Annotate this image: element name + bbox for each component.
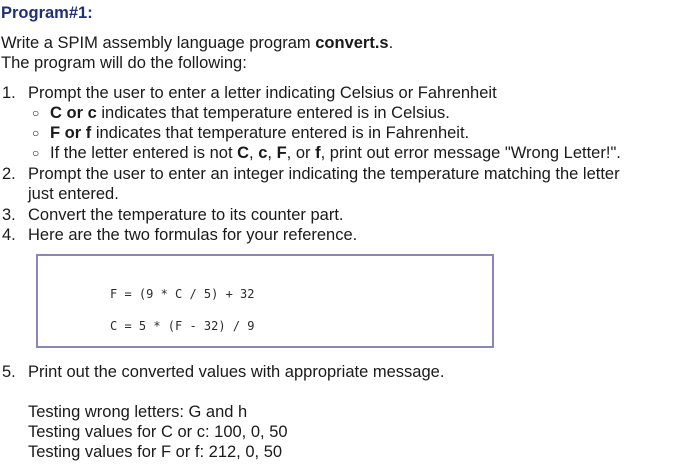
bullet-text: indicates that temperature entered is in Fahrenheit.	[91, 124, 470, 142]
bullet-bold: C or c	[50, 104, 97, 122]
formula-fahrenheit: F = (9 * C / 5) + 32	[110, 287, 255, 301]
letter-c-lower: c	[258, 144, 268, 162]
bullet-text: If the letter entered is not	[50, 144, 238, 162]
bullet-2	[32, 123, 469, 143]
separator: ,	[267, 144, 277, 162]
formula-box	[36, 254, 494, 348]
step-number: 1.	[2, 84, 16, 102]
testing-wrong-letters: Testing wrong letters: G and h	[28, 403, 248, 421]
step-2-continued: just entered.	[28, 185, 119, 203]
bullet-1	[32, 103, 450, 123]
letter-f-upper: F	[276, 144, 287, 162]
step-2	[2, 164, 620, 184]
step-text: Prompt the user to enter an integer indicating the temperature matching the letter	[28, 165, 620, 183]
bullet-3	[32, 143, 621, 163]
intro-text: Write a SPIM assembly language program	[1, 34, 316, 52]
circle-bullet-icon: ○	[32, 106, 40, 120]
separator: , or	[286, 144, 316, 162]
bullet-text: indicates that temperature entered is in Celsius.	[96, 104, 450, 122]
formula-celsius: C = 5 * (F - 32) / 9	[110, 319, 255, 333]
step-text: Prompt the user to enter a letter indicating Celsius or Fahrenheit	[28, 84, 497, 102]
step-number: 5.	[2, 363, 16, 381]
letter-c-upper: C	[237, 144, 250, 162]
program-title: Program#1:	[1, 4, 93, 22]
testing-fahrenheit-values: Testing values for F or f: 212, 0, 50	[28, 443, 283, 461]
step-number: 3.	[2, 206, 16, 224]
step-5	[2, 362, 444, 382]
intro-line-2: The program will do the following:	[1, 54, 247, 72]
intro-period: .	[388, 34, 394, 52]
separator: ,	[249, 144, 259, 162]
letter-f-lower: f	[315, 144, 321, 162]
step-4	[2, 225, 357, 245]
testing-celsius-values: Testing values for C or c: 100, 0, 50	[28, 423, 288, 441]
step-text: Print out the converted values with appropriate message.	[28, 363, 445, 381]
circle-bullet-icon: ○	[32, 146, 40, 160]
circle-bullet-icon: ○	[32, 126, 40, 140]
bullet-text: , print out error message "Wrong Letter!".	[320, 144, 621, 162]
step-text: Here are the two formulas for your reference.	[28, 226, 358, 244]
step-1	[2, 83, 497, 103]
step-3	[2, 205, 344, 225]
intro-line-1	[1, 33, 393, 53]
step-number: 2.	[2, 165, 16, 183]
step-number: 4.	[2, 226, 16, 244]
file-name: convert.s	[315, 34, 389, 52]
step-text: Convert the temperature to its counter part.	[28, 206, 344, 224]
bullet-bold: F or f	[50, 124, 92, 142]
